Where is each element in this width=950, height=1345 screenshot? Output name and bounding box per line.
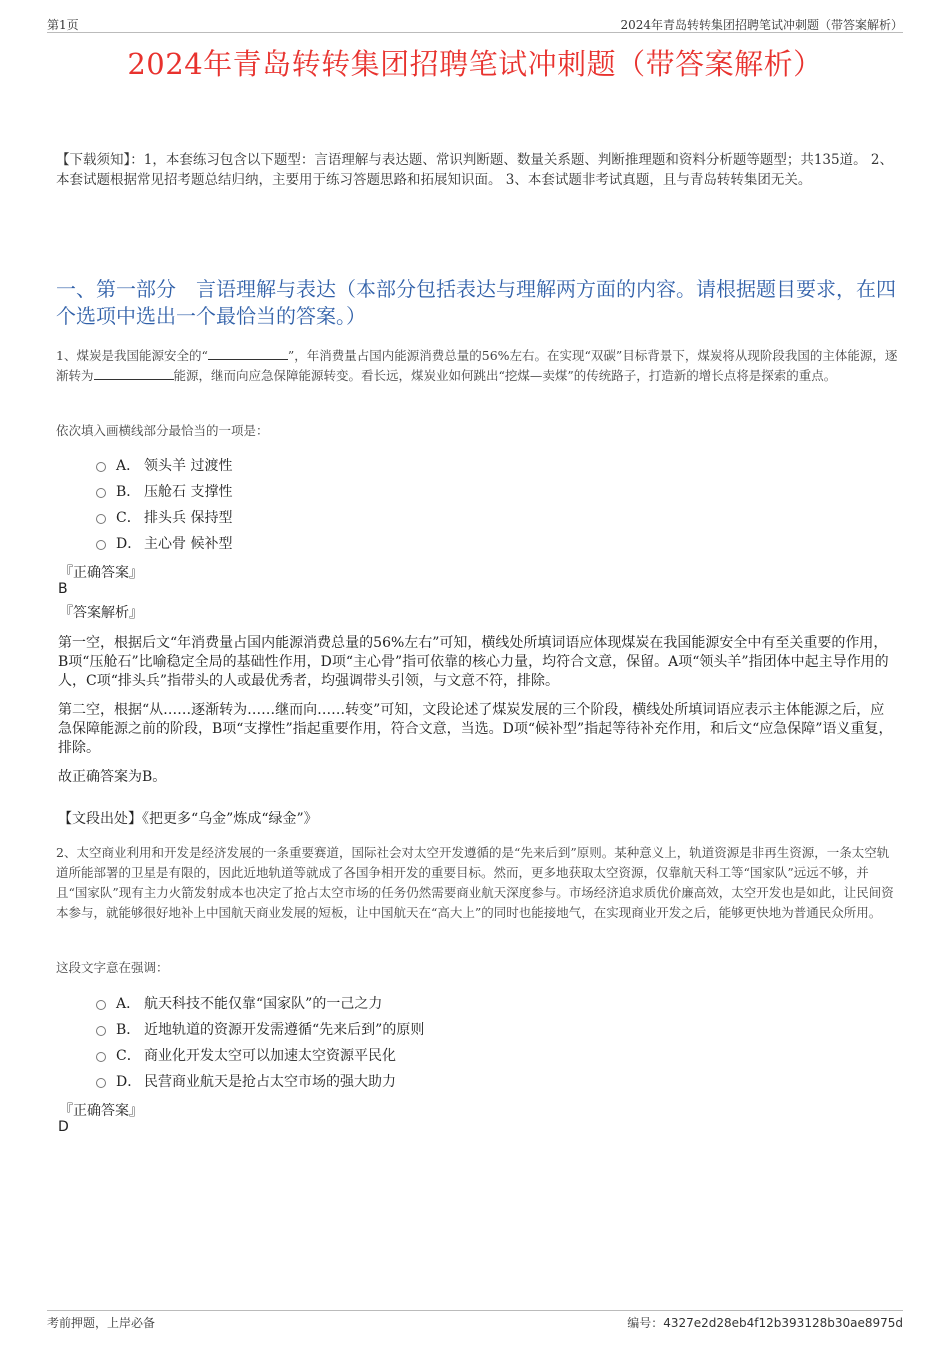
question-1-text bbox=[56, 346, 898, 386]
page-header bbox=[47, 14, 903, 33]
q2-option-a[interactable]: A． 航天科技不能仅靠“国家队”的一己之力 bbox=[96, 990, 796, 1016]
q1-option-c[interactable]: C． 排头兵 保持型 bbox=[96, 504, 796, 530]
q1-text-part-a: 1、煤炭是我国能源安全的“ bbox=[56, 348, 208, 363]
question-1-options bbox=[96, 452, 796, 556]
question-2-text: 2、太空商业利用和开发是经济发展的一条重要赛道，国际社会对太空开发遵循的是“先来后到”原则。某种意义上，轨道资源是非再生资源，一条太空轨道所能部署的卫星是有限的，因此近地轨道等就成了各国争相开发的重要目标。然而，更多地获取太空资源，仅靠航天科工等“国家队”远远不够，并且“国家队”现有主力火箭发射成本也决定了抢占太空市场的任务仍然需要商业航天深度参与。市场经济追求质优价廉高效，太空开发也是如此，让民间资本参与，就能够很好地补上中国航天商业发展的短板，让中国航天在“高大上”的同时也能接地气，在实现商业开发之后，能够更快地为普通民众所用。 bbox=[56, 845, 894, 920]
analysis-paragraph-1: 第一空，根据后文“年消费量占国内能源消费总量的56%左右”可知，横线处所填词语应体现煤炭在我国能源安全中有至关重要的作用，B项“压舱石”比喻稳定全局的基础性作用，D项“主心骨”指可依靠的核心力量，均符合文意，保留。A项“领头羊”指团体中起主导作用的人，C项“排头兵”指带头的人或最优秀者，均强调带头引领，与文意不符，排除。 bbox=[58, 635, 889, 689]
q2-answer-label: 『正确答案』 bbox=[59, 1103, 143, 1119]
q1-analysis-label: 『答案解析』 bbox=[59, 605, 143, 621]
footer-slogan: 考前押题，上岸必备 bbox=[47, 1316, 156, 1330]
footer-code-label: 编号： bbox=[627, 1316, 664, 1330]
radio-icon[interactable] bbox=[96, 540, 106, 550]
radio-icon[interactable] bbox=[96, 1000, 106, 1010]
radio-icon[interactable] bbox=[96, 1026, 106, 1036]
q1-option-d[interactable]: D． 主心骨 候补型 bbox=[96, 530, 796, 556]
document-title: 2024年青岛转转集团招聘笔试冲刺题（带答案解析） bbox=[127, 47, 823, 81]
radio-icon[interactable] bbox=[96, 1052, 106, 1062]
q1-source: 【文段出处】《把更多“乌金”炼成“绿金”》 bbox=[58, 811, 318, 827]
q1-option-b[interactable]: B． 压舱石 支撑性 bbox=[96, 478, 796, 504]
q1-text-part-c: 能源，继而向应急保障能源转变。看长远，煤炭业如何跳出“挖煤—卖煤”的传统路子，打造新的增长点将是探索的重点。 bbox=[173, 368, 837, 383]
footer-code-value: 4327e2d28eb4f12b393128b30ae8975d bbox=[663, 1316, 903, 1330]
q1-text-part-b: ”，年消费量占国内能源消费总量的56%左右。在实现“双碳”目标背景下，煤炭将从现阶段我国的主体能源，逐渐转为 bbox=[56, 348, 898, 383]
q1-answer: B bbox=[58, 581, 68, 597]
q2-option-c[interactable]: C． 商业化开发太空可以加速太空资源平民化 bbox=[96, 1042, 796, 1068]
q2-option-d[interactable]: D． 民营商业航天是抢占太空市场的强大助力 bbox=[96, 1068, 796, 1094]
footer-code bbox=[627, 1314, 903, 1331]
q1-blank-1 bbox=[208, 346, 288, 360]
radio-icon[interactable] bbox=[96, 1078, 106, 1088]
page-footer bbox=[47, 1310, 903, 1329]
q1-analysis bbox=[58, 634, 896, 787]
q1-blank-2 bbox=[94, 366, 174, 380]
question-1-prompt: 依次填入画横线部分最恰当的一项是： bbox=[56, 423, 269, 438]
radio-icon[interactable] bbox=[96, 514, 106, 524]
question-2-options bbox=[96, 990, 796, 1094]
analysis-conclusion: 故正确答案为B。 bbox=[58, 769, 167, 785]
q1-option-a[interactable]: A． 领头羊 过渡性 bbox=[96, 452, 796, 478]
q1-answer-label: 『正确答案』 bbox=[59, 565, 143, 581]
q2-answer: D bbox=[58, 1119, 69, 1135]
header-doc-title: 2024年青岛转转集团招聘笔试冲刺题（带答案解析） bbox=[620, 18, 903, 32]
radio-icon[interactable] bbox=[96, 462, 106, 472]
q2-option-b[interactable]: B． 近地轨道的资源开发需遵循“先来后到”的原则 bbox=[96, 1016, 796, 1042]
radio-icon[interactable] bbox=[96, 488, 106, 498]
download-notice: 【下载须知】：1，本套练习包含以下题型：言语理解与表达题、常识判断题、数量关系题、判断推理题和资料分析题等题型；共135道。 2、本套试题根据常见招考题总结归纳，主要用于练习答题思路和拓展知识面。 3、本套试题非考试真题，且与青岛转转集团无关。 bbox=[56, 152, 893, 188]
analysis-paragraph-2: 第二空，根据“从……逐渐转为……继而向……转变”可知，文段论述了煤炭发展的三个阶段，横线处所填词语应表示主体能源之后，应急保障能源之前的阶段，B项“支撑性”指起重要作用，符合文意，当选。D项“候补型”指起等待补充作用，和后文“应急保障”语义重复，排除。 bbox=[58, 702, 893, 756]
page-number: 第1页 bbox=[47, 18, 79, 32]
question-2-prompt: 这段文字意在强调： bbox=[56, 960, 169, 975]
section-title: 一、第一部分 言语理解与表达（本部分包括表达与理解两方面的内容。请根据题目要求，在四个选项中选出一个最恰当的答案。） bbox=[56, 277, 896, 328]
